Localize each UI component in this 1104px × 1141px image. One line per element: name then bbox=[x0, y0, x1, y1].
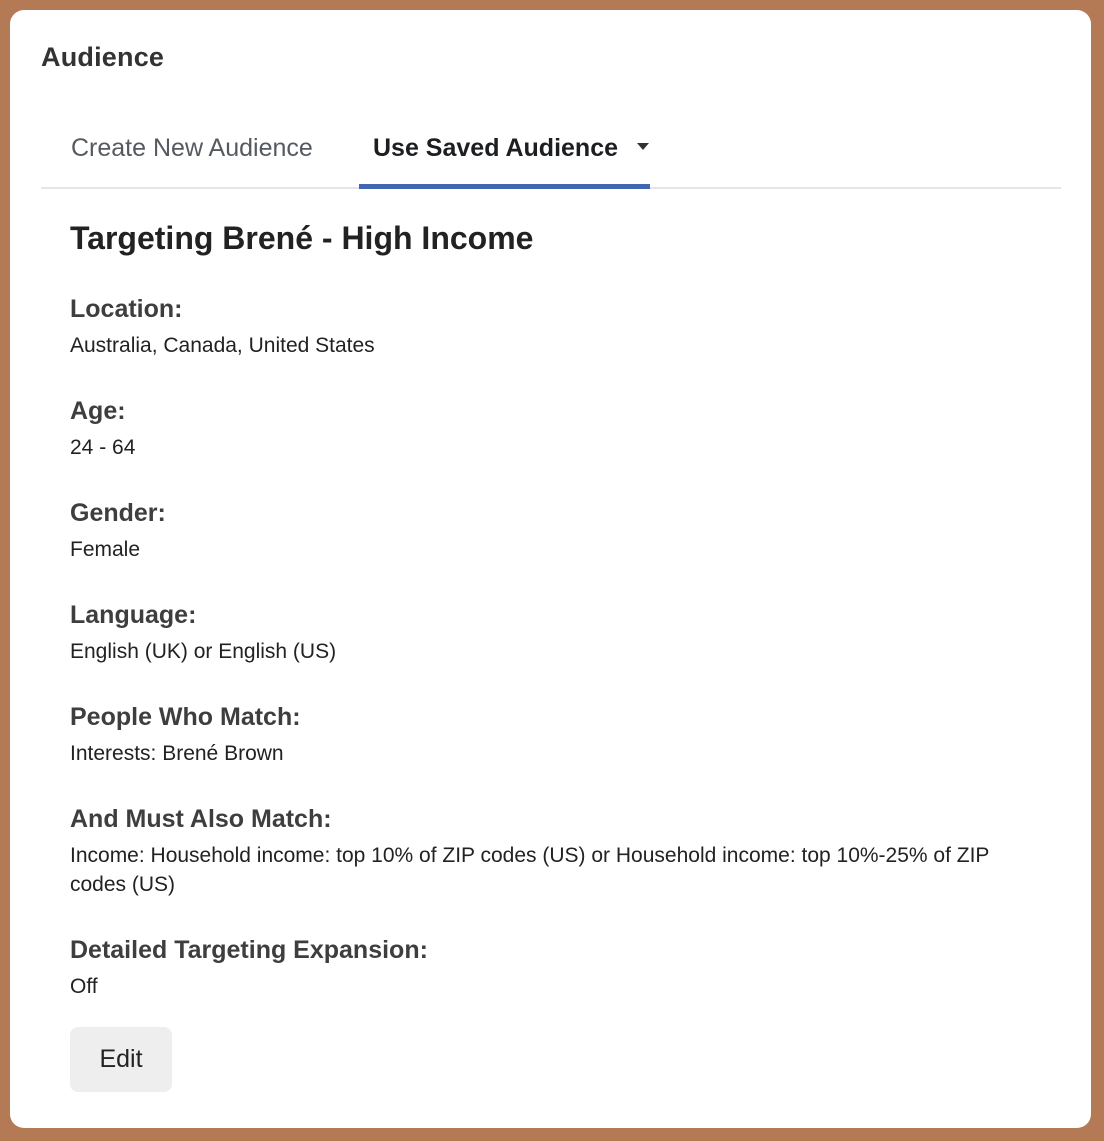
age-value: 24 - 64 bbox=[70, 436, 136, 459]
edit-button[interactable]: Edit bbox=[70, 1027, 172, 1092]
must-also-match-value: Income: Household income: top 10% of ZIP codes (US) or Household income: top 10%-25% of ZIP codes (US) bbox=[70, 844, 990, 896]
gender-value: Female bbox=[70, 538, 141, 561]
targeting-expansion-label: Detailed Targeting Expansion: bbox=[70, 936, 428, 964]
tab-use-saved-audience[interactable] bbox=[359, 115, 650, 187]
tab-label: Use Saved Audience bbox=[373, 134, 619, 162]
people-who-match-value: Interests: Brené Brown bbox=[70, 742, 284, 765]
audience-tabs bbox=[41, 115, 1061, 189]
gender-label: Gender: bbox=[70, 499, 166, 527]
tab-create-new-audience[interactable] bbox=[71, 115, 313, 187]
saved-audience-name: Targeting Brené - High Income bbox=[70, 220, 534, 256]
audience-panel bbox=[10, 10, 1091, 1128]
age-section bbox=[70, 395, 1030, 462]
must-also-match-section bbox=[70, 803, 1030, 899]
language-value: English (UK) or English (US) bbox=[70, 640, 337, 663]
language-section bbox=[70, 599, 1030, 666]
gender-section bbox=[70, 497, 1030, 564]
targeting-expansion-section bbox=[70, 934, 1030, 1001]
must-also-match-label: And Must Also Match: bbox=[70, 805, 332, 833]
language-label: Language: bbox=[70, 601, 197, 629]
location-value: Australia, Canada, United States bbox=[70, 334, 375, 357]
targeting-expansion-value: Off bbox=[70, 975, 98, 998]
caret-down-icon[interactable] bbox=[637, 143, 649, 150]
active-tab-indicator bbox=[359, 184, 650, 189]
people-who-match-label: People Who Match: bbox=[70, 703, 301, 731]
location-section bbox=[70, 293, 1030, 360]
age-label: Age: bbox=[70, 397, 126, 425]
people-who-match-section bbox=[70, 701, 1030, 768]
location-label: Location: bbox=[70, 295, 183, 323]
tab-label: Create New Audience bbox=[71, 134, 313, 162]
panel-title: Audience bbox=[41, 42, 165, 72]
